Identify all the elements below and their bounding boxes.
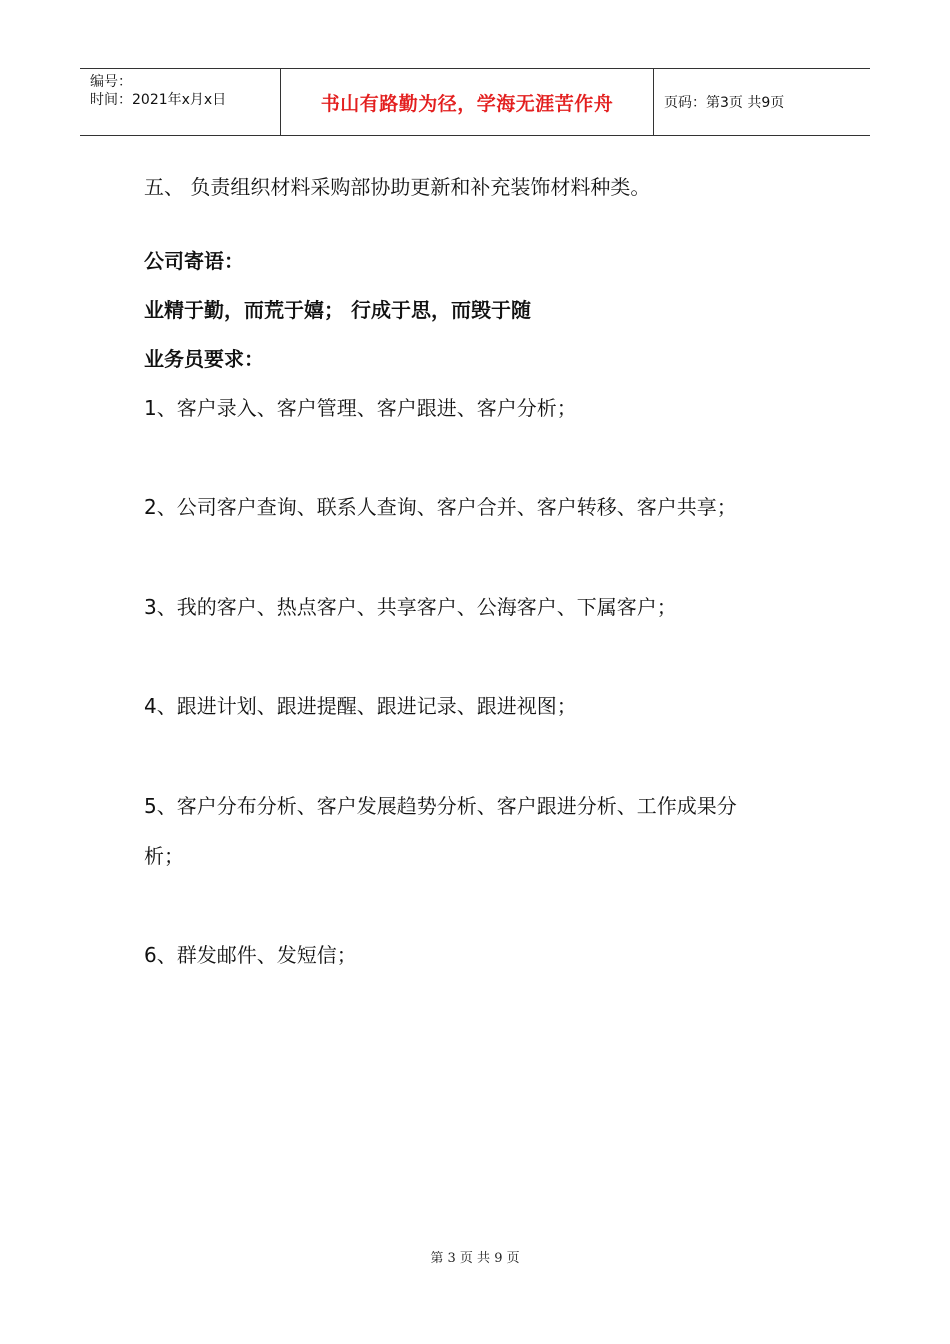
requirement-item-1: 1、客户录入、客户管理、客户跟进、客户分析； bbox=[144, 396, 577, 420]
item-five: 五、 负责组织材料采购部协助更新和补充装饰材料种类。 bbox=[144, 175, 651, 199]
requirement-item-4: 4、跟进计划、跟进提醒、跟进记录、跟进视图； bbox=[144, 694, 577, 718]
requirement-item-6: 6、群发邮件、发短信； bbox=[144, 943, 357, 967]
header-page-info: 页码：第3页 共9页 bbox=[664, 95, 785, 111]
page-header bbox=[80, 68, 870, 136]
company-message: 业精于勤，而荒于嬉； 行成于思，而毁于随 bbox=[144, 298, 531, 322]
header-meta bbox=[80, 69, 281, 135]
requirement-item-5: 5、客户分布分析、客户发展趋势分析、客户跟进分析、工作成果分 bbox=[144, 794, 737, 818]
requirement-item-5-continued: 析； bbox=[144, 844, 184, 868]
requirements-heading: 业务员要求： bbox=[144, 347, 264, 371]
document-date-label: 时间：2021年x月x日 bbox=[90, 92, 227, 108]
page-footer: 第 3 页 共 9 页 bbox=[430, 1251, 520, 1266]
document-number-label: 编号： bbox=[90, 74, 132, 90]
company-message-heading: 公司寄语： bbox=[144, 249, 244, 273]
requirement-item-2: 2、公司客户查询、联系人查询、客户合并、客户转移、客户共享； bbox=[144, 495, 737, 519]
header-motto: 书山有路勤为径，学海无涯苦作舟 bbox=[281, 69, 654, 135]
requirement-item-3: 3、我的客户、热点客户、共享客户、公海客户、下属客户； bbox=[144, 595, 677, 619]
